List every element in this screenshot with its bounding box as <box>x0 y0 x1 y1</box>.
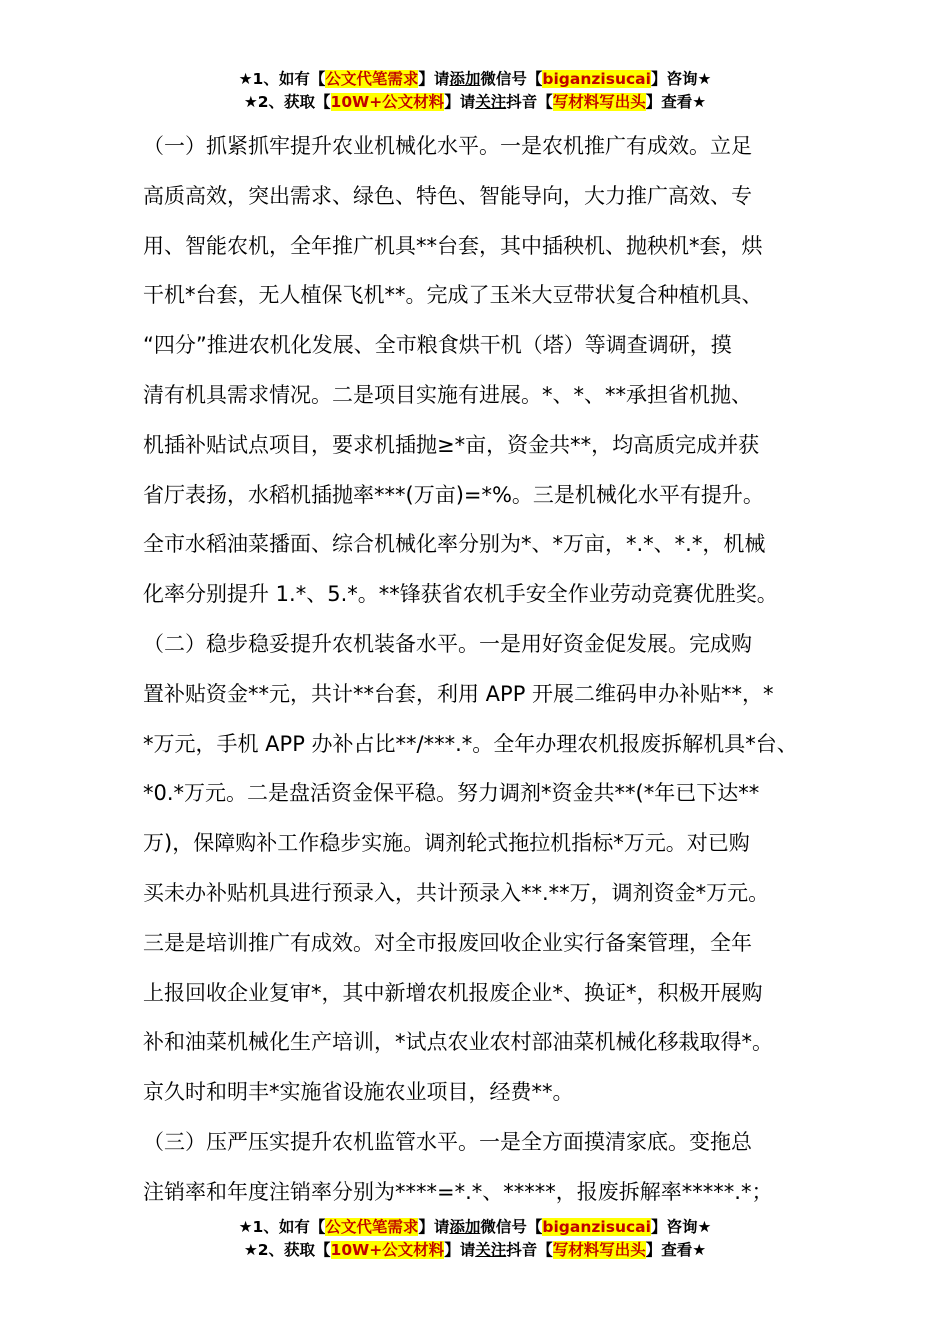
promo-text: ★2、获取【 <box>243 93 331 111</box>
promo-text: 】查看★ <box>645 93 707 111</box>
body-text-line: 置补贴资金**元，共计**台套，利用 APP 开展二维码申办补贴**，* <box>143 681 774 706</box>
body-text-line: 全市水稻油菜播面、综合机械化率分别为*、*万亩，*.*、*.*，机械 <box>143 532 766 557</box>
promo-highlight-douyin-id: 写材料写出头 <box>552 1241 646 1259</box>
body-text-line: 高质高效，突出需求、绿色、特色、智能导向，大力推广高效、专 <box>143 183 752 208</box>
promo-text: 】咨询★ <box>650 70 712 88</box>
promo-underline: 添加 <box>449 1218 481 1236</box>
promo-highlight: 公文代笔需求 <box>325 1218 419 1236</box>
promo-text: 】请 <box>444 1241 476 1259</box>
promo-text: ★1、如有【 <box>238 70 326 88</box>
promo-text: 】请 <box>418 70 450 88</box>
body-text-line: “四分”推进农机化发展、全市粮食烘干机（塔）等调查调研，摸 <box>143 333 732 358</box>
body-text-line: 万)，保障购补工作稳步实施。调剂轮式拖拉机指标*万元。对已购 <box>143 831 750 856</box>
body-text-line: 京久时和明丰*实施省设施农业项目，经费**。 <box>143 1080 574 1105</box>
promo-banner-bottom <box>0 1216 950 1262</box>
promo-text: 】请 <box>418 1218 450 1236</box>
promo-line-2 <box>0 91 950 114</box>
body-text-line: *万元，手机 APP 办补占比**/***.*。全年办理农机报废拆解机具*台、 <box>143 731 798 756</box>
promo-text: 微信号【 <box>480 1218 543 1236</box>
body-text-line: 干机*台套，无人植保飞机**。完成了玉米大豆带状复合种植机具、 <box>143 283 763 308</box>
promo-highlight-douyin-id: 写材料写出头 <box>552 93 646 111</box>
promo-text: 抖音【 <box>506 1241 553 1259</box>
promo-banner-top <box>0 68 950 114</box>
body-text-line: 化率分别提升 1.*、5.*。**锋获省农机手安全作业劳动竞赛优胜奖。 <box>143 582 778 607</box>
promo-text: 】查看★ <box>645 1241 707 1259</box>
promo-text: 微信号【 <box>480 70 543 88</box>
promo-line-2 <box>0 1239 950 1262</box>
promo-text: ★1、如有【 <box>238 1218 326 1236</box>
promo-underline: 关注 <box>475 1241 507 1259</box>
body-text-line: 机插补贴试点项目，要求机插抛≥*亩，资金共**，均高质完成并获 <box>143 432 760 457</box>
body-text-line: 省厅表扬，水稻机插抛率***(万亩)=*%。三是机械化水平有提升。 <box>143 482 764 507</box>
promo-text: 抖音【 <box>506 93 553 111</box>
body-text-line: *0.*万元。二是盘活资金保平稳。努力调剂*资金共**(*年已下达** <box>143 781 760 806</box>
promo-text: ★2、获取【 <box>243 1241 331 1259</box>
promo-text: 】咨询★ <box>650 1218 712 1236</box>
promo-highlight-wechat-id: biganzisucai <box>542 70 651 88</box>
body-text-line: 补和油菜机械化生产培训，*试点农业农村部油菜机械化移栽取得*。 <box>143 1030 773 1055</box>
promo-underline: 添加 <box>449 70 481 88</box>
promo-highlight: 公文代笔需求 <box>325 70 419 88</box>
body-text-line: （二）稳步稳妥提升农机装备水平。一是用好资金促发展。完成购 <box>143 631 752 656</box>
body-text-line: 用、智能农机，全年推广机具**台套，其中插秧机、抛秧机*套，烘 <box>143 233 763 258</box>
body-text-line: （一）抓紧抓牢提升农业机械化水平。一是农机推广有成效。立足 <box>143 134 752 158</box>
promo-highlight-wechat-id: biganzisucai <box>542 1218 651 1236</box>
body-text-line: （三）压严压实提升农机监管水平。一是全方面摸清家底。变拖总 <box>143 1129 752 1154</box>
document-body <box>143 122 823 1218</box>
body-text-line: 清有机具需求情况。二是项目实施有进展。*、*、**承担省机抛、 <box>143 382 752 407</box>
promo-highlight: 10W+公文材料 <box>330 1241 445 1259</box>
promo-text: 】请 <box>444 93 476 111</box>
body-text-line: 注销率和年度注销率分别为****=*.*、*****，报废拆解率*****.*； <box>143 1179 773 1204</box>
promo-line-1 <box>0 1216 950 1239</box>
promo-underline: 关注 <box>475 93 507 111</box>
body-text-line: 三是是培训推广有成效。对全市报废回收企业实行备案管理，全年 <box>143 930 752 955</box>
promo-highlight: 10W+公文材料 <box>330 93 445 111</box>
body-text-line: 买未办补贴机具进行预录入，共计预录入**.**万，调剂资金*万元。 <box>143 880 770 905</box>
promo-line-1 <box>0 68 950 91</box>
body-text-line: 上报回收企业复审*，其中新增农机报废企业*、换证*，积极开展购 <box>143 980 763 1005</box>
